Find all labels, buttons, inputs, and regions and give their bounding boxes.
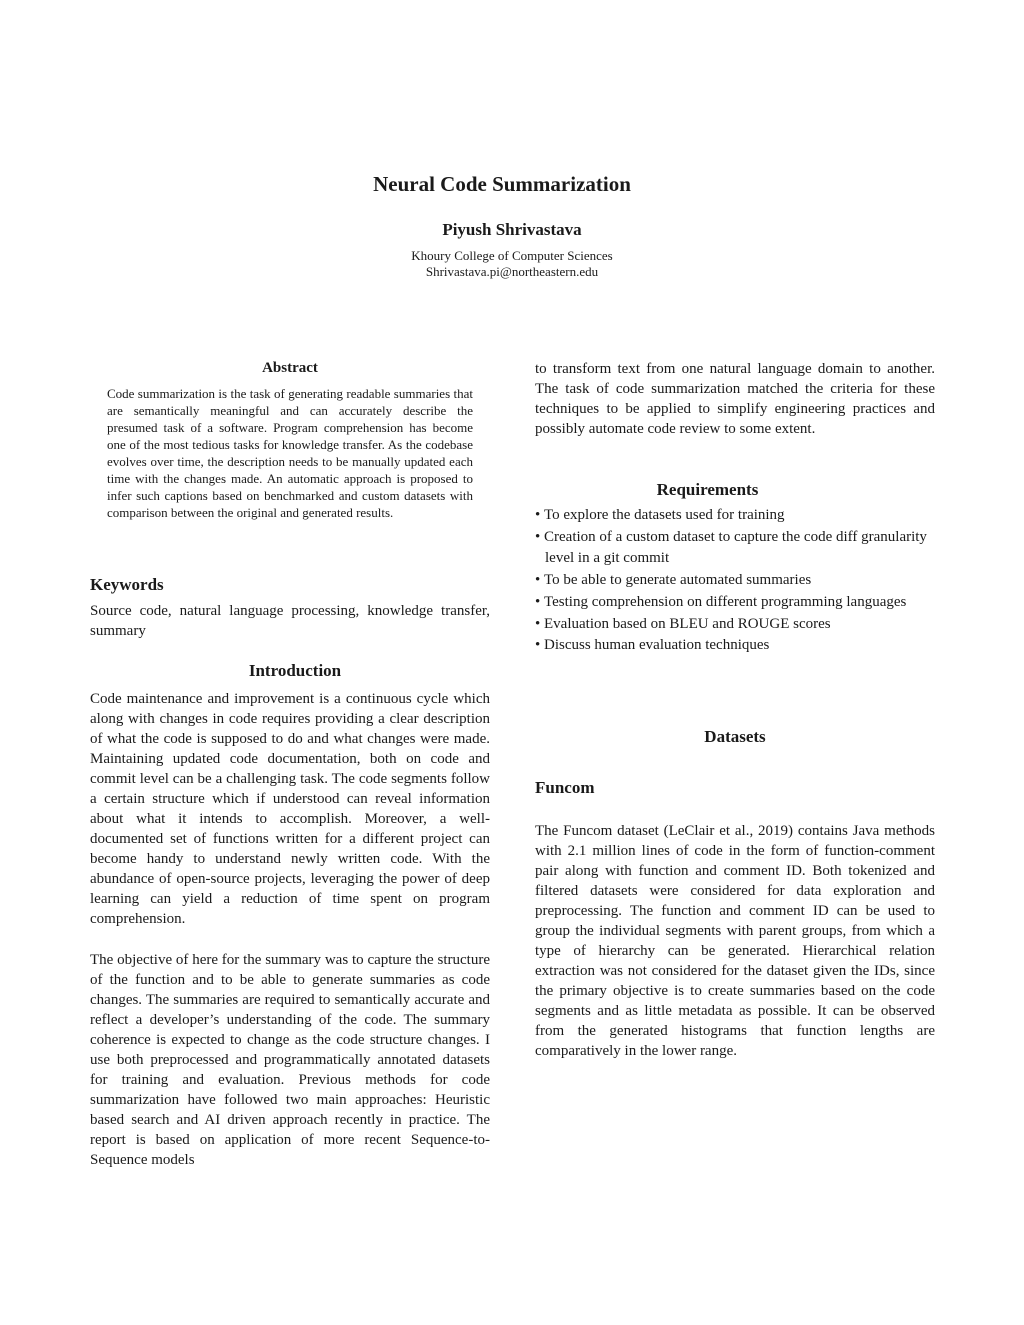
author-name: Piyush Shrivastava bbox=[442, 220, 582, 239]
requirement-item: • To be able to generate automated summaries bbox=[535, 570, 935, 592]
paper-title: Neural Code Summarization bbox=[373, 172, 631, 196]
requirements-heading: Requirements bbox=[656, 480, 759, 499]
requirement-item: • Discuss human evaluation techniques bbox=[535, 635, 935, 657]
requirement-item: • Evaluation based on BLEU and ROUGE scores bbox=[535, 614, 935, 636]
requirements-list bbox=[535, 505, 935, 657]
affiliation: Khoury College of Computer Sciences bbox=[411, 248, 613, 263]
abstract-heading: Abstract bbox=[262, 360, 318, 376]
requirement-item: • Creation of a custom dataset to capture the code diff granularity level in a git commit bbox=[535, 527, 935, 570]
introduction-heading: Introduction bbox=[248, 661, 342, 680]
funcom-heading: Funcom bbox=[535, 778, 595, 797]
abstract-text: Code summarization is the task of generating readable summaries that are semantically meaningful and can accurately describe the presumed task of a software. Program comprehension has become one of the most tedious tasks for knowledge transfer. As the codebase evolves over time, the description needs to be manually updated each time with the changes made. An automatic approach is proposed to infer such captions based on benchmarked and custom datasets with comparison between the original and generated results. bbox=[107, 386, 473, 520]
requirement-item: • To explore the datasets used for training bbox=[535, 505, 935, 527]
author-email: Shrivastava.pi@northeastern.edu bbox=[425, 264, 599, 279]
requirement-item: • Testing comprehension on different programming languages bbox=[535, 592, 935, 614]
author-affiliation-block bbox=[0, 248, 1024, 280]
datasets-heading: Datasets bbox=[704, 727, 766, 746]
introduction-continuation: to transform text from one natural language domain to another. The task of code summarization matched the criteria for these techniques to be applied to simplify engineering practices and possibly automate code review to some extent. bbox=[535, 361, 935, 437]
keywords-heading: Keywords bbox=[90, 575, 164, 594]
funcom-text: The Funcom dataset (LeClair et al., 2019) contains Java methods with 2.1 million lines of code in the form of function-comment pair along with function and comment ID. Both tokenized and filtered datasets were considered for data exploration and preprocessing. The function and comment ID can be used to group the individual segments with parent groups, from which a type of hierarchy can be generated. Hierarchical relation extraction was not considered for the dataset given the IDs, since the primary objective is to create summaries based on the code segments and as little metadata as possible. It can be observed from the generated histograms that function lengths are comparatively in the lower range. bbox=[535, 823, 935, 1059]
keywords-text: Source code, natural language processing, knowledge transfer, summary bbox=[90, 603, 490, 639]
introduction-paragraph-1: Code maintenance and improvement is a continuous cycle which along with changes in code requires providing a clear description of what the code is supposed to do and what changes were made. Maintaining updated code documentation, both on code and commit level can be a challenging task. The code segments follow a certain structure which if understood can reveal information about what it intends to accomplish. Moreover, a well-documented set of functions written for a different project can become handy to understand newly written code. With the abundance of open-source projects, leveraging the power of deep learning can yield a reduction of time spent on program comprehension. bbox=[90, 691, 490, 927]
introduction-paragraph-2: The objective of here for the summary was to capture the structure of the function and to be able to generate summaries as code changes. The summaries are required to semantically accurate and reflect a developer’s understanding of the code. The summary coherence is expected to change as the code structure changes. I use both preprocessed and programmatically annotated datasets for training and evaluation. Previous methods for code summarization have followed two main approaches: Heuristic based search and AI driven approach recently in practice. The report is based on application of more recent Sequence-to-Sequence models bbox=[90, 952, 490, 1168]
